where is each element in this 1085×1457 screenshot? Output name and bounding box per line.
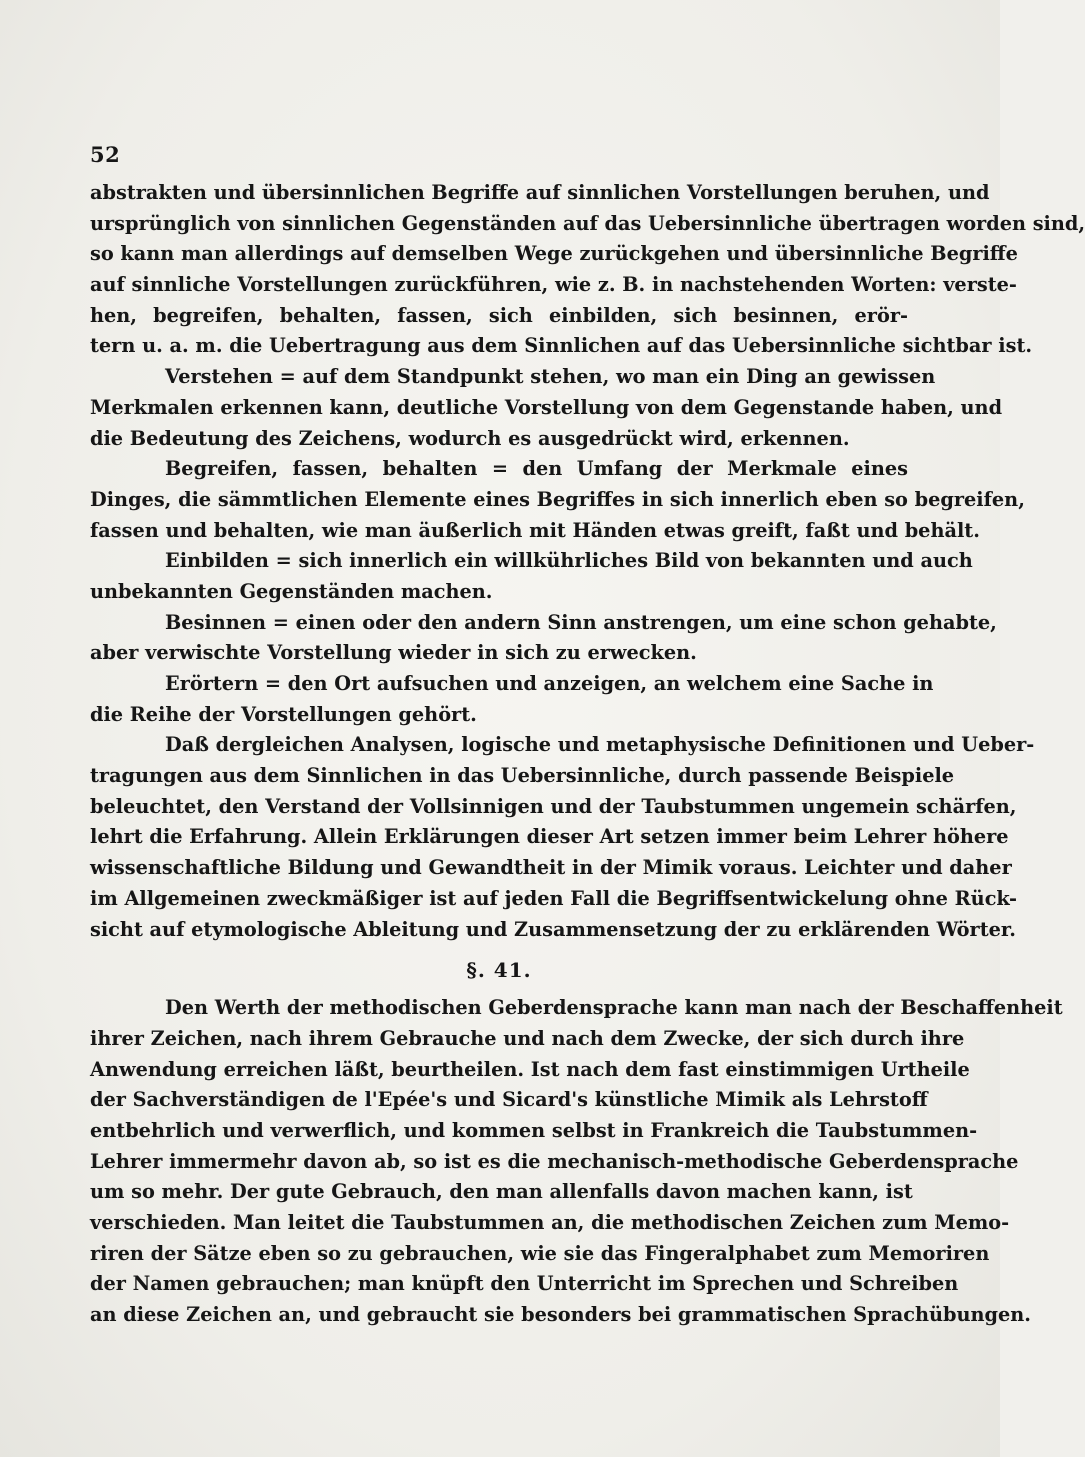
text-line: Erörtern = den Ort aufsuchen und anzeigen, an welchem eine Sache in xyxy=(165,672,934,695)
text-line: sicht auf etymologische Ableitung und Zusammensetzung der zu erklärenden Wörter. xyxy=(90,917,1016,941)
text-line: lehrt die Erfahrung. Allein Erklärungen dieser Art setzen immer beim Lehrer höhere xyxy=(90,825,1009,849)
text-line: an diese Zeichen an, und gebraucht sie besonders bei grammatischen Sprachübungen. xyxy=(90,1303,1032,1327)
text-line: auf sinnliche Vorstellungen zurückführen, wie z. B. in nachstehenden Worten: verste- xyxy=(90,273,1017,297)
text-line: wissenschaftliche Bildung und Gewandtheit in der Mimik voraus. Leichter und daher xyxy=(90,856,1012,880)
text-line: Lehrer immermehr davon ab, so ist es die mechanisch-methodische Geberdensprache xyxy=(90,1149,1019,1173)
text-line: tragungen aus dem Sinnlichen in das Uebersinnliche, durch passende Beispiele xyxy=(90,764,955,788)
text-line: ihrer Zeichen, nach ihrem Gebrauche und nach dem Zwecke, der sich durch ihre xyxy=(90,1026,965,1050)
text-line: fassen und behalten, wie man äußerlich mit Händen etwas greift, faßt und behält. xyxy=(90,518,980,542)
page-number: 52 xyxy=(90,142,121,167)
text-line: Dinges, die sämmtlichen Elemente eines Begriffes in sich innerlich eben so begreifen, xyxy=(90,487,1025,511)
text-line: Besinnen = einen oder den andern Sinn anstrengen, um eine schon gehabte, xyxy=(165,610,997,634)
body-text xyxy=(90,178,1085,1331)
text-line: die Reihe der Vorstellungen gehört. xyxy=(90,702,477,726)
text-line: Begreifen, fassen, behalten = den Umfang der Merkmale eines xyxy=(165,457,908,481)
text-line: so kann man allerdings auf demselben Wege zurückgehen und übersinnliche Begriffe xyxy=(90,242,1018,266)
text-line: tern u. a. m. die Uebertragung aus dem Sinnlichen auf das Uebersinnliche sichtbar ist. xyxy=(90,334,1033,358)
text-line: hen, begreifen, behalten, fassen, sich einbilden, sich besinnen, erör- xyxy=(90,303,908,327)
text-line: Einbilden = sich innerlich ein willkührliches Bild von bekannten und auch xyxy=(165,549,973,573)
text-line: beleuchtet, den Verstand der Vollsinnigen und der Taubstummen ungemein schärfen, xyxy=(90,794,1017,818)
text-line: der Namen gebrauchen; man knüpft den Unterricht im Sprechen und Schreiben xyxy=(90,1272,959,1296)
text-line: um so mehr. Der gute Gebrauch, den man allenfalls davon machen kann, ist xyxy=(90,1180,913,1204)
text-line: Verstehen = auf dem Standpunkt stehen, wo man ein Ding an gewissen xyxy=(165,365,936,389)
text-line: verschieden. Man leitet die Taubstummen an, die methodischen Zeichen zum Memo- xyxy=(90,1211,1010,1234)
text-line: abstrakten und übersinnlichen Begriffe auf sinnlichen Vorstellungen beruhen, und xyxy=(90,181,990,204)
text-line: Daß dergleichen Analysen, logische und metaphysische Definitionen und Ueber- xyxy=(165,733,1035,757)
text-line: Merkmalen erkennen kann, deutliche Vorstellung von dem Gegenstande haben, und xyxy=(90,395,1003,419)
text-line: Anwendung erreichen läßt, beurtheilen. Ist nach dem fast einstimmigen Urtheile xyxy=(90,1057,970,1081)
text-line: die Bedeutung des Zeichens, wodurch es ausgedrückt wird, erkennen. xyxy=(90,426,850,450)
section-heading: §. 41. xyxy=(466,958,532,983)
text-line: unbekannten Gegenständen machen. xyxy=(90,579,493,603)
text-line: der Sachverständigen de l'Epée's und Sicard's künstliche Mimik als Lehrstoff xyxy=(90,1088,928,1112)
text-line: im Allgemeinen zweckmäßiger ist auf jeden Fall die Begriffsentwickelung ohne Rück- xyxy=(90,886,1018,910)
text-line: Den Werth der methodischen Geberdensprache kann man nach der Beschaffenheit xyxy=(165,996,1063,1020)
text-line: riren der Sätze eben so zu gebrauchen, wie sie das Fingeralphabet zum Memoriren xyxy=(90,1241,990,1265)
text-line: entbehrlich und verwerflich, und kommen selbst in Frankreich die Taubstummen- xyxy=(90,1118,978,1142)
text-line: ursprünglich von sinnlichen Gegenständen auf das Uebersinnliche übertragen worden sind, xyxy=(90,211,1085,235)
text-line: aber verwischte Vorstellung wieder in sich zu erwecken. xyxy=(90,641,697,665)
